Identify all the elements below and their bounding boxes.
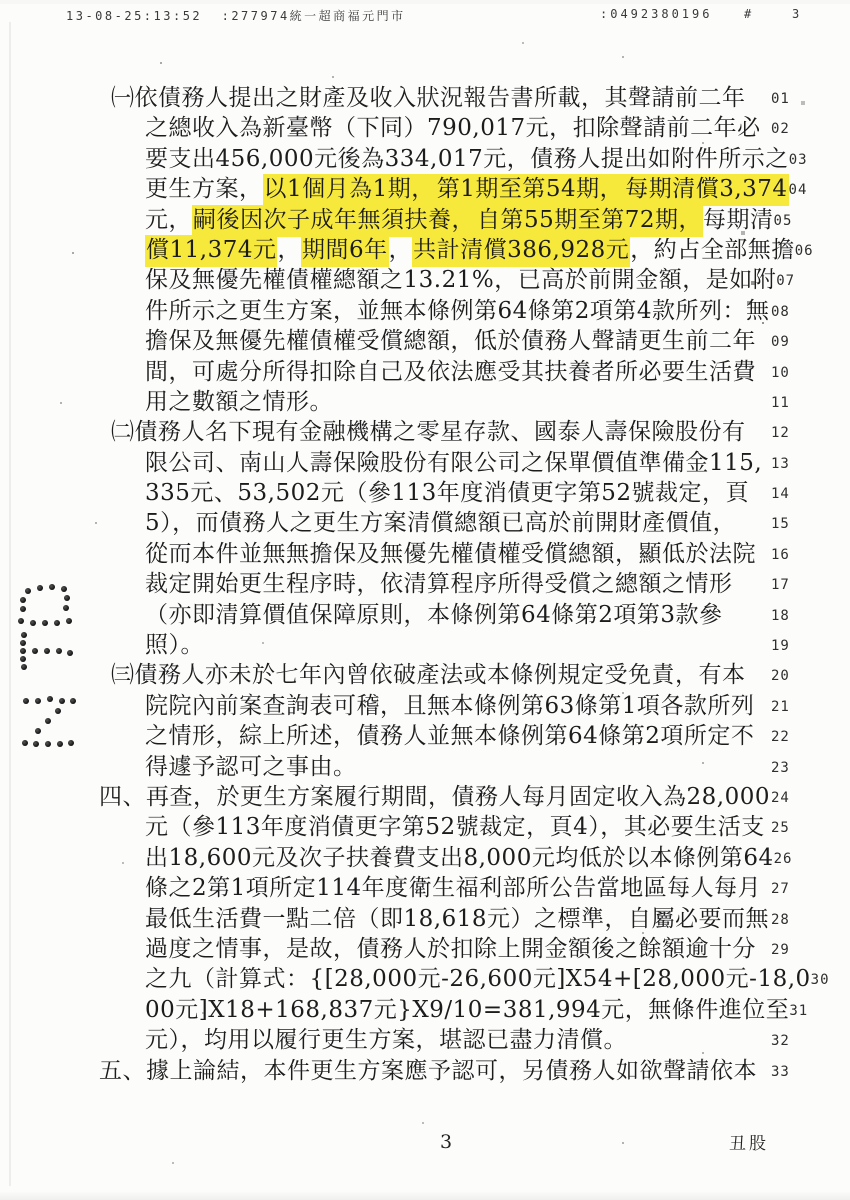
- line-number: 25: [771, 820, 790, 837]
- line-text: [99, 509, 771, 538]
- text-segment: 元，: [145, 206, 192, 233]
- line-text: [99, 1057, 771, 1086]
- text-line: [99, 753, 805, 783]
- fax-page-sequence: 3: [792, 7, 800, 21]
- text-segment: 之九（計算式：{[28,000元-26,600元]X54+[28,000元-18,0: [145, 966, 811, 993]
- dot: [30, 620, 36, 626]
- line-text: [99, 661, 771, 690]
- line-text: [99, 905, 771, 934]
- line-text: [99, 175, 789, 204]
- text-segment: ，: [277, 236, 301, 263]
- page-number: 3: [440, 1131, 453, 1153]
- line-number: 19: [771, 638, 790, 655]
- text-line: [99, 935, 805, 965]
- dot: [47, 696, 53, 702]
- line-number: 12: [771, 425, 790, 442]
- text-line: [99, 783, 805, 813]
- line-number: 32: [771, 1033, 790, 1050]
- text-line: [99, 722, 805, 752]
- text-line: [99, 631, 805, 661]
- text-segment: 從而本件並無無擔保及無優先權債權受償總額，顯低於法院: [145, 540, 756, 567]
- line-number: 03: [788, 151, 808, 168]
- text-segment: （亦即清算價值保障原則，本條例第64條第2項第3款參: [145, 601, 723, 628]
- dot: [20, 640, 26, 646]
- line-number: 01: [771, 91, 790, 107]
- dot: [54, 620, 60, 626]
- text-segment: 件所示之更生方案，並無本條例第64條第2項第4款所列：無: [145, 297, 770, 324]
- text-segment: 裁定開始更生程序時，依清算程序所得受償之總額之情形: [145, 571, 733, 598]
- scan-edge-bottom: [0, 1191, 850, 1200]
- line-number: 17: [771, 577, 790, 594]
- dot: [45, 741, 51, 747]
- dot: [57, 741, 63, 747]
- line-text: [99, 692, 771, 721]
- text-segment: 出18,600元及次子扶養費支出8,000元均低於以本條例第64: [145, 844, 774, 871]
- text-segment: ㈡債務人名下現有金融機構之零星存款、國泰人壽保險股份有: [111, 419, 746, 446]
- highlighted-text: 自第55期至第72期，: [476, 205, 703, 237]
- dot: [18, 618, 24, 624]
- dot: [25, 588, 31, 594]
- text-line: [99, 661, 805, 691]
- line-number: 22: [771, 729, 790, 746]
- fax-number: :0492380196: [600, 7, 713, 21]
- text-line: [99, 1057, 805, 1087]
- highlighted-text: 償11,374元: [145, 235, 277, 267]
- dot: [49, 584, 55, 590]
- line-text: [99, 813, 771, 842]
- text-segment: 條之2第1項所定114年度衛生福利部所公告當地區每人每月: [145, 875, 762, 902]
- highlighted-text: 期間6年: [301, 235, 389, 267]
- text-segment: ，: [388, 236, 413, 263]
- dot: [35, 728, 41, 734]
- text-segment: ，約占全部無擔: [630, 236, 795, 263]
- text-line: [99, 509, 805, 539]
- line-number: 04: [788, 182, 808, 199]
- line-text: [99, 479, 771, 508]
- line-number: 06: [794, 242, 814, 259]
- dot: [20, 606, 26, 612]
- line-number: 31: [789, 1002, 809, 1019]
- text-line: [99, 297, 805, 327]
- document-body: [99, 84, 830, 1087]
- line-text: [99, 388, 771, 417]
- text-segment: 用之數額之情形。: [145, 388, 333, 415]
- dot: [61, 586, 67, 592]
- highlighted-text: 每期清償3,374: [624, 174, 788, 206]
- fax-timestamp-and-store: [66, 7, 406, 24]
- line-number: 02: [771, 121, 790, 138]
- line-number: 27: [771, 881, 790, 898]
- text-segment: 過度之情事，是故，債務人於扣除上開金額後之餘額逾十分: [145, 935, 756, 962]
- line-text: [99, 266, 776, 295]
- fax-hash-symbol: #: [744, 7, 752, 21]
- line-number: 09: [771, 334, 790, 351]
- text-segment: 得遽予認可之事由。: [145, 753, 357, 780]
- dot: [33, 741, 39, 747]
- line-number: 10: [771, 364, 790, 381]
- text-line: [99, 236, 814, 266]
- line-text: [99, 631, 771, 660]
- line-number: 13: [771, 455, 790, 472]
- text-line: [99, 266, 805, 296]
- line-text: [99, 935, 771, 964]
- fax-header: [0, 7, 850, 25]
- line-text: [99, 601, 771, 630]
- dot: [44, 648, 50, 654]
- text-segment: 四、再查，於更生方案履行期間，債務人每月固定收入為28,000: [99, 783, 770, 810]
- dot: [68, 740, 74, 746]
- dot: [55, 708, 61, 714]
- text-line: [99, 358, 805, 388]
- line-text: [99, 996, 789, 1025]
- text-segment: 更生方案，: [145, 176, 263, 203]
- text-line: [99, 84, 805, 114]
- text-line: [99, 813, 805, 843]
- text-line: [99, 965, 830, 995]
- dot: [63, 605, 69, 611]
- text-line: [99, 479, 805, 509]
- line-text: [99, 844, 774, 873]
- line-number: 21: [771, 698, 790, 715]
- highlighted-text: 共計清償386,928元: [412, 235, 630, 267]
- line-text: [99, 874, 771, 903]
- dot: [67, 650, 73, 656]
- text-segment: 擔保及無優先權債權受償總額，低於債務人聲請更生前二年: [145, 328, 756, 355]
- dot: [21, 664, 27, 670]
- line-text: [99, 449, 771, 478]
- text-line: [99, 540, 805, 570]
- line-text: [99, 114, 771, 143]
- dot: [37, 585, 43, 591]
- line-text: [99, 297, 771, 326]
- text-line: [99, 692, 805, 722]
- line-number: 33: [771, 1063, 790, 1080]
- dot: [45, 718, 51, 724]
- text-segment: 5），而債務人之更生方案清償總額已高於前開財產價值，: [145, 510, 737, 537]
- line-text: [99, 236, 795, 265]
- text-line: [99, 418, 805, 448]
- line-number: 23: [771, 759, 790, 776]
- dot: [56, 648, 62, 654]
- line-text: [99, 1026, 771, 1055]
- line-number: 30: [810, 972, 830, 989]
- text-segment: 保及無優先權債權總額之13.21%，已高於前開金額，是如附: [145, 267, 777, 294]
- line-text: [99, 84, 771, 113]
- dot: [35, 698, 41, 704]
- text-segment: ㈢債務人亦未於七年內曾依破產法或本條例規定受免責，有本: [111, 662, 746, 689]
- dot: [66, 618, 72, 624]
- line-text: [99, 358, 771, 387]
- line-number: 07: [776, 273, 796, 290]
- text-line: [99, 145, 808, 175]
- dot: [64, 595, 70, 601]
- dot: [20, 597, 26, 603]
- line-number: 18: [771, 607, 790, 624]
- dot: [23, 698, 29, 704]
- line-text: [99, 722, 771, 751]
- highlighted-text: 嗣後因次子成年無須扶養，: [192, 205, 476, 237]
- line-text: [99, 783, 771, 812]
- text-line: [99, 844, 805, 874]
- text-segment: 限公司、南山人壽保險股份有限公司之保單價值準備金115,: [145, 449, 763, 476]
- dot: [70, 698, 76, 704]
- text-segment: 之總收入為新臺幣（下同）790,017元，扣除聲請前二年必: [145, 115, 761, 142]
- line-number: 05: [773, 212, 793, 229]
- text-segment: ㈠依債務人提出之財產及收入狀況報告書所載，其聲請前二年: [111, 85, 746, 111]
- line-number: 26: [773, 850, 793, 867]
- dot: [20, 648, 26, 654]
- text-line: [99, 570, 805, 600]
- text-segment: 元（參113年度消債更字第52號裁定，頁4），其必要生活支: [145, 814, 765, 841]
- line-text: [99, 753, 771, 782]
- text-segment: 照）。: [145, 632, 204, 659]
- highlighted-text: 第1期至第54期，: [436, 174, 624, 206]
- scan-noise: [0, 0, 2, 2]
- text-line: [99, 206, 805, 236]
- scan-edge-top: [0, 0, 850, 4]
- text-line: [99, 601, 805, 631]
- dot: [42, 620, 48, 626]
- text-line: [99, 996, 809, 1026]
- clerk-section-label: 丑股: [729, 1134, 769, 1154]
- line-text: [99, 540, 771, 569]
- line-text: [99, 206, 774, 235]
- text-segment: 最低生活費一點二倍（即18,618元）之標準，自屬必要而無: [145, 905, 769, 932]
- line-number: 15: [771, 516, 790, 533]
- text-line: [99, 874, 805, 904]
- dot: [20, 656, 26, 662]
- line-number: 16: [771, 546, 790, 563]
- line-text: [99, 418, 771, 447]
- line-number: 14: [771, 486, 790, 503]
- fax-store-name: :277974統一超商福元門市: [221, 9, 406, 23]
- line-text: [99, 327, 771, 356]
- dot: [59, 698, 65, 704]
- scan-edge-left: [9, 22, 11, 1186]
- line-number: 20: [771, 668, 790, 685]
- text-line: [99, 114, 805, 144]
- line-text: [99, 145, 789, 174]
- text-segment: 每期清: [703, 206, 774, 233]
- text-segment: 院院內前案查詢表可稽，且無本條例第63條第1項各款所列: [145, 692, 755, 719]
- line-number: 28: [771, 911, 790, 928]
- text-line: [99, 449, 805, 479]
- highlighted-text: 以1個月為1期，: [263, 174, 436, 206]
- text-line: [99, 1026, 805, 1056]
- text-segment: 335元、53,502元（參113年度消債更字第52號裁定，頁: [145, 480, 750, 507]
- fax-timestamp: 13-08-25:13:52: [66, 9, 203, 23]
- line-text: [99, 965, 811, 994]
- text-line: [99, 175, 808, 205]
- line-number: 11: [771, 394, 790, 411]
- line-number: 29: [771, 941, 790, 958]
- dot: [22, 740, 28, 746]
- line-text: [99, 570, 771, 599]
- text-segment: 要支出456,000元後為334,017元，債務人提出如附件所示之: [145, 145, 789, 172]
- text-segment: 之情形，綜上所述，債務人並無本條例第64條第2項所定不: [145, 723, 755, 750]
- text-segment: 五、據上論結，本件更生方案應予認可，另債務人如欲聲請依本: [99, 1057, 757, 1084]
- text-line: [99, 388, 805, 418]
- text-segment: 00元]X18+168,837元}X9/10=381,994元，無條件進位至: [145, 996, 790, 1023]
- line-number: 08: [771, 303, 790, 320]
- dot: [21, 632, 27, 638]
- dot: [32, 648, 38, 654]
- text-segment: 元），均用以履行更生方案，堪認已盡力清償。: [145, 1027, 627, 1054]
- text-segment: 間，可處分所得扣除自己及依法應受其扶養者所必要生活費: [145, 358, 756, 385]
- text-line: [99, 327, 805, 357]
- line-number: 24: [771, 789, 790, 806]
- text-line: [99, 905, 805, 935]
